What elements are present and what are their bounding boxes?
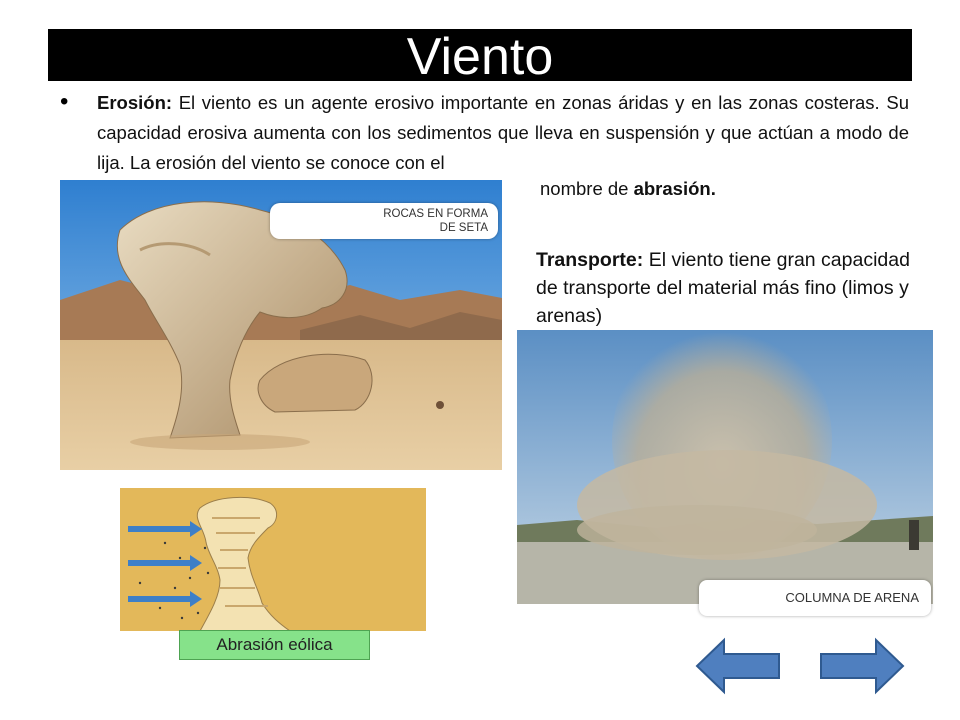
dust-devil-photo — [517, 330, 933, 604]
abrasion-term: abrasión. — [633, 178, 716, 199]
dust-caption: COLUMNA DE ARENA — [699, 580, 931, 616]
erosion-last-prefix: nombre de — [540, 178, 634, 199]
next-slide-button[interactable] — [818, 637, 906, 695]
abrasion-diagram-image — [120, 488, 426, 631]
erosion-paragraph — [97, 88, 909, 178]
bullet-marker: • — [60, 88, 69, 115]
left-arrow-icon — [694, 637, 782, 695]
rock-caption-line1: ROCAS EN FORMA — [383, 208, 488, 220]
transport-label: Transporte: — [536, 249, 644, 271]
erosion-last-line — [540, 178, 716, 200]
right-arrow-icon — [818, 637, 906, 695]
erosion-text: El viento es un agente erosivo importante en zonas áridas y en las zonas costeras. Su capacidad erosiva aumenta con los sedimentos que lleva en suspensión y que actúan a modo de lija. La erosión del viento se conoce con el — [97, 92, 909, 173]
abrasion-diagram — [120, 488, 426, 631]
rock-caption-line2: DE SETA — [439, 222, 488, 234]
dust-devil-image — [517, 330, 933, 604]
rock-caption — [270, 203, 498, 239]
abrasion-caption: Abrasión eólica — [179, 630, 370, 660]
transport-paragraph — [536, 246, 916, 330]
erosion-label: Erosión: — [97, 92, 173, 113]
previous-slide-button[interactable] — [694, 637, 782, 695]
slide-title: Viento — [48, 29, 912, 81]
transport-text: El viento tiene gran capacidad de transporte del material más fino (limos y arenas) — [536, 249, 910, 327]
